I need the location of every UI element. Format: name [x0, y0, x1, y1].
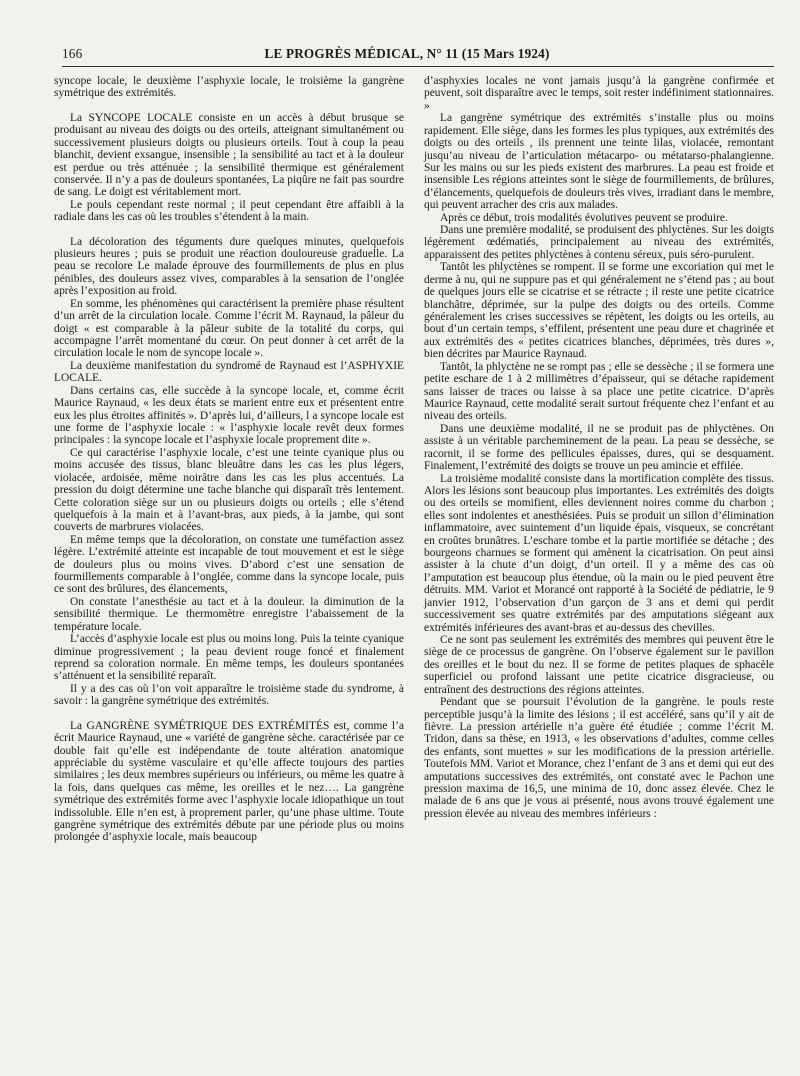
paragraph: L’accès d’asphyxie locale est plus ou moins long. Puis la teinte cyanique diminue progressivement ; la peau devient rouge foncé et finalement reprend sa coloration normale. En même temps, les douleurs spontanées s’atténuent et la sensibilité reparaît. — [54, 633, 404, 683]
header-rule — [62, 66, 774, 67]
journal-title: LE PROGRÈS MÉDICAL, N° 11 (15 Mars 1924) — [264, 46, 550, 61]
running-header — [62, 46, 752, 64]
left-column — [54, 75, 404, 844]
paragraph: Ce ne sont pas seulement les extrémités des membres qui peuvent être le siège de ce processus de gangrène. On l’observe également sur le pavillon des oreilles et le bout du nez. Il se forme de petites plaques de sphacèle superficiel ou profond laissant une petite cicatrice disgracieuse, ou entraînent des destructions des régions atteintes. — [424, 633, 774, 696]
paragraph: On constate l’anesthésie au tact et à la douleur. la diminution de la sensibilité thermique. Le thermomètre enregistre l’abaissement de la température locale. — [54, 595, 404, 633]
paragraph: Tantôt les phlyctènes se rompent. Il se forme une excoriation qui met le derme à nu, qui ne suppure pas et qui généralement ne s’étend pas ; au bout de quelques jours elle se cicatrise et se rétracte ; il reste une petite cicatrice blanchâtre, déprimée, sur la pulpe des doigts ou des orteils. Comme généralement les crises successives se répètent, les doigts ou les orteils, au bout d’un certain temps, s’effilent, présentent une peau dure et chagrinée et aux extrémités des « petites cicatrices blanches, déprimées, très dures », bien décrites par Maurice Raynaud. — [424, 261, 774, 361]
paragraph: La GANGRÈNE SYMÉTRIQUE DES EXTRÉMITÉS est, comme l’a écrit Maurice Raynaud, une « variété de gangrène sèche. caractérisée par ce double fait qu’elle est indépendante de toute altération anatomique appréciable du système vasculaire et qu’elle affecte toujours des parties similaires ; les deux membres supérieurs ou inférieurs, ou même les quatre à la fois, dans quelques cas même, les oreilles et le nez…. La gangrène symétrique des extrémités forme avec l’asphyxie locale idiopathique un tout indissoluble. Elle n’en est, à proprement parler, qu’une phase ultime. Toute gangrène symétrique des extrémités débute par une période plus ou moins prolongée d’asphyxie locale, mais beaucoup — [54, 719, 404, 844]
paragraph: Dans certains cas, elle succède à la syncope locale, et, comme écrit Maurice Raynaud, « les deux états se marient entre eux et présentent entre eux les plus étroites affinités ». D’après lui, d’ailleurs, l a syncope locale est une forme de l’asphyxie locale : « l’asphyxie locale revêt deux formes principales : la syncope locale et l’asphyxie locale proprement dite ». — [54, 384, 404, 447]
paragraph: La troisième modalité consiste dans la mortification complète des tissus. Alors les lésions sont beaucoup plus importantes. Les extrémités des doigts ou des orteils se momifient, elles deviennent noires comme du charbon ; elles sont indolentes et anesthésiées. Puis se produit un sillon d’élimination inflammatoire, avec suintement d’un liquide épais, visqueux, se concrétant en croûtes brunâtres. L’eschare tombe et la partie mortifiée se détache ; des bourgeons charnues se forment qui amènent la cicatrisation. On peut ainsi assister à la chute d’un doigt, d’un orteil. Il y a même des cas où l’amputation est beaucoup plus étendue, où la main ou le pied peuvent être détruits. MM. Variot et Morancé ont rapporté à la Société de pédiatrie, le 9 janvier 1912, l’observation d’un garçon de 3 ans et demi qui perdit successivement ses quatre extrémités par des amputations siégeant aux extrémités inférieures des avant-bras et au-dessus des chevilles. — [424, 472, 774, 634]
paragraph: Pendant que se poursuit l’évolution de la gangrène. le pouls reste perceptible jusqu’à la limite des lésions ; il est accéléré, sans qu’il y ait de fièvre. La pression artérielle n’a guère été étudiée ; comme l’écrit M. Tridon, dans sa thèse, en 1913, « les observations d’adultes, comme celles des enfants, sont muettes » sur les modifications de la pression artérielle. Toutefois MM. Variot et Morance, chez l’enfant de 3 ans et demi qui eut des amputations successives des extrémités, ont constaté avec le Pachon une pression maxima de 16,5, une minima de 10, donc assez élevée. Chez le malade de 6 ans que je vous ai présenté, nous avons trouvé également une pression élevée au niveau des membres inférieurs : — [424, 696, 774, 820]
paragraph: Ce qui caractérise l’asphyxie locale, c’est une teinte cyanique plus ou moins accusée des tissus, blanc bleuâtre dans les cas les plus légers, violacée, ardoisée, même noirâtre dans les cas les plus accentués. La pression du doigt détermine une tache blanche qui disparaît très lentement. Cette coloration siège sur un ou plusieurs doigts ou orteils ; elle s’étend quelquefois à la main et à l’avant-bras, aux pieds, à la jambe, qui sont couverts de marbrures violacées. — [54, 446, 404, 534]
paragraph: La gangrène symétrique des extrémités s’installe plus ou moins rapidement. Elle siège, dans les formes les plus typiques, aux extrémités des doigts ou des orteils , ils prennent une teinte lilas, violacée, remontant jusqu’au niveau de l’articulation métacarpo- ou métatarso-phalangienne. Sur les mains ou sur les pieds existent des marbrures. La peau est froide et insensible Les régions atteintes sont le siège de fourmillements, de brûlures, d’élancements, quelquefois de douleurs très vives, irradiant dans le membre, qui peuvent arracher des cris aux malades. — [424, 112, 774, 212]
right-column — [424, 75, 774, 820]
paragraph: d’asphyxies locales ne vont jamais jusqu’à la gangrène confirmée et peuvent, soit disparaître avec le temps, soit rester indéfiniment stationnaires. » — [424, 75, 775, 112]
paragraph: Il y a des cas où l’on voit apparaître le troisième stade du syndrome, à savoir : la gangrène symétrique des extrémités. — [54, 682, 404, 708]
paragraph: En même temps que la décoloration, on constate une tuméfaction assez légère. L’extrémité atteinte est incapable de tout mouvement et est le siège de douleurs plus ou moins vives. D’abord c’est une sensation de fourmillements comparable à l’onglée, comme dans la syncope locale, puis ce sont des brûlures, des élancements, — [54, 533, 404, 596]
paragraph: La décoloration des téguments dure quelques minutes, quelquefois plusieurs heures ; puis se produit une réaction douloureuse graduelle. La peau se recolore Le malade éprouve des fourmillements de plus en plus pénibles, des douleurs assez vives, comparables à la sensation de l’onglée après l’exposition au froid. — [54, 235, 404, 298]
page-number: 166 — [62, 46, 83, 61]
paragraph: Le pouls cependant reste normal ; il peut cependant être affaibli à la radiale dans les cas où les troubles s’étendent à la main. — [54, 198, 404, 224]
paragraph: Après ce début, trois modalités évolutives peuvent se produire. — [440, 211, 728, 224]
paragraph: Dans une deuxième modalité, il ne se produit pas de phlyctènes. On assiste à un véritable parcheminement de la peau. La peau se dessèche, se racornit, il se forme des pellicules épaisses, dures, qui se desquament. Finalement, l’extrémité des doigts se trouve un peu amincie et effilée. — [424, 422, 774, 473]
paragraph: Tantôt, la phlyctène ne se rompt pas ; elle se dessèche ; il se formera une petite eschare de 1 à 2 millimètres d’épaisseur, qui se détache rapidement sans laisser de traces ou laisse à sa place une petite cicatrice. D’après Maurice Raynaud, cette modalité serait surtout fréquente chez l’enfant et au niveau des orteils. — [424, 360, 774, 423]
paragraph: En somme, les phénomènes qui caractérisent la première phase résultent d’un arrêt de la circulation locale. Comme l’écrit M. Raynaud, la pâleur du doigt « est comparable à la pâleur subite de la totalité du corps, qui accompagne l’arrêt momentané du cœur. On peut donner à cet arrêt de la circulation locale le nom de syncope locale ». — [54, 297, 404, 360]
paragraph: La deuxième manifestation du syndromé de Raynaud est l’ASPHYXIE LOCALE. — [54, 359, 404, 385]
paragraph: Dans une première modalité, se produisent des phlyctènes. Sur les doigts légèrement œdématiés, principalement au niveau des extrémités, apparaissent des petites phlyctènes à contenu séreux, puis séro-purulent. — [424, 224, 774, 261]
paragraph: syncope locale, le deuxième l’asphyxie locale, le troisième la gangrène symétrique des extrémités. — [54, 75, 404, 100]
paragraph: La SYNCOPE LOCALE consiste en un accès à début brusque se produisant au niveau des doigts ou des orteils, atteignant simultanément ou successivement plusieurs doigts ou plusieurs orteils. Tout à coup la peau blanchit, devient exsangue, insensible ; la sensibilité au tact et à la douleur est perdue ou très atténuée ; la sensibilité thermique est généralement conservée. Il n’y a pas de douleurs spontanées, La piqûre ne fait pas sourdre de sang. Le doigt est véritablement mort. — [54, 111, 404, 199]
